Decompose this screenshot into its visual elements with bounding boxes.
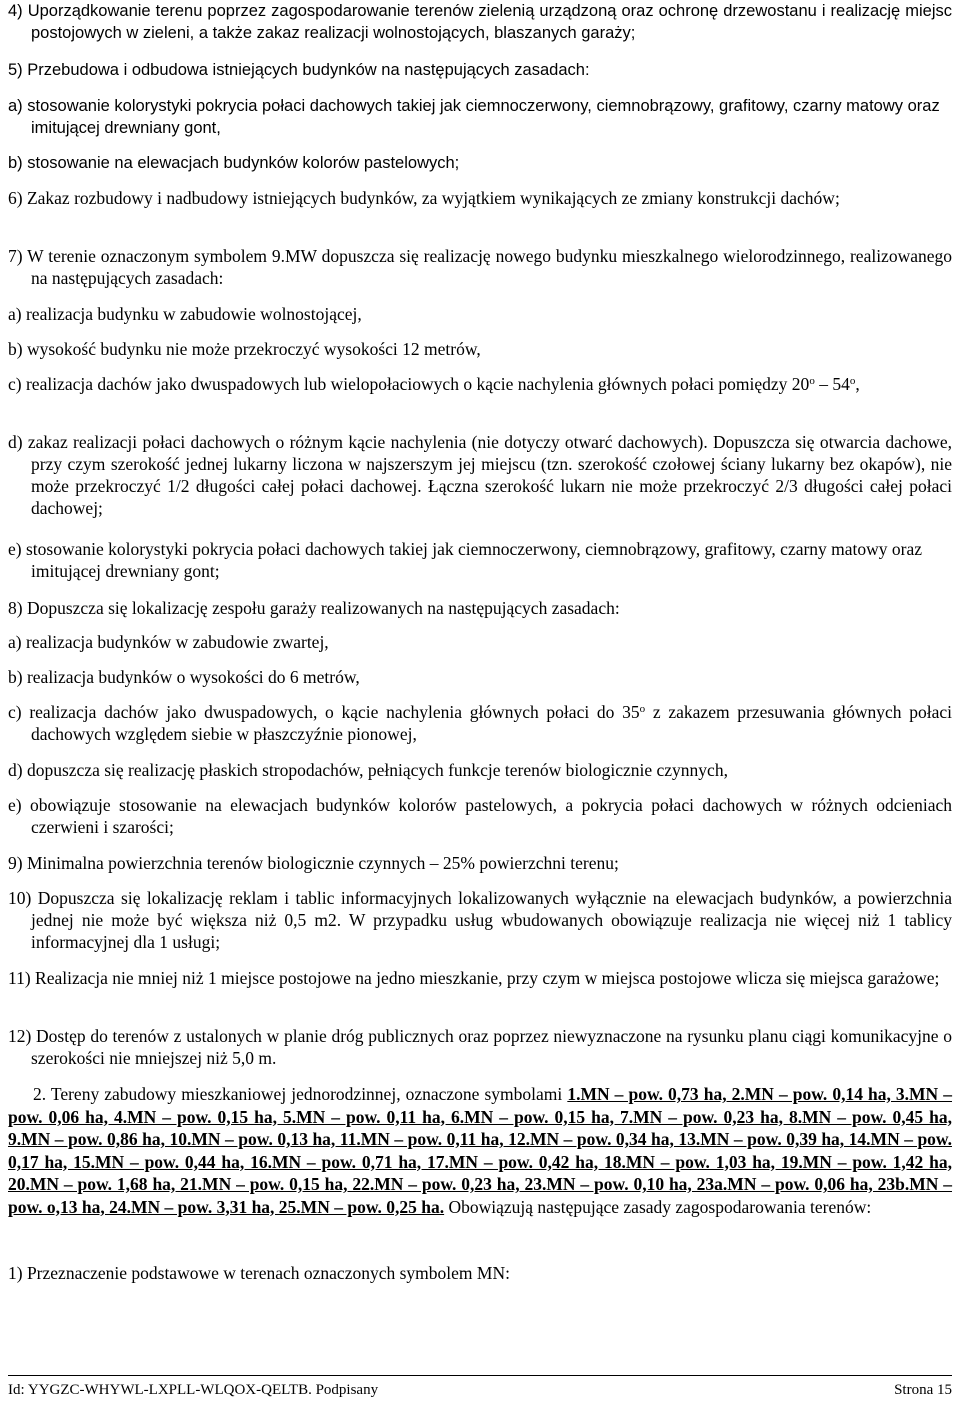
paragraph-8c-text: c) realizacja dachów jako dwuspadowych, o kącie nachylenia głównych połaci do 35: [8, 702, 640, 722]
section-2-area-list: 1.MN – pow. 0,73 ha, 2.MN – pow. 0,14 ha, 3.MN – pow. 0,06 ha, 4.MN – pow. 0,15 ha, 5.MN – pow. 0,11 ha, 6.MN – pow. 0,15 ha, 7.MN – pow. 0,23 ha, 8.MN – pow. 0,45 ha, 9.MN – pow. 0,86 ha, 10.MN – pow. 0,13 ha, 11.MN – pow. 0,11 ha, 12.MN – pow. 0,34 ha, 13.MN – pow. 0,39 ha, 14.MN – pow. 0,17 ha, 15.MN – pow. 0,44 ha, 16.MN – pow. 0,71 ha, 17.MN – pow. 0,42 ha, 18.MN – pow. 1,03 ha, 19.MN – pow. 1,42 ha, 20.MN – pow. 1,68 ha, 21.MN – pow. 0,15 ha, 22.MN – pow. 0,23 ha, 23.MN – pow. 0,10 ha, 23a.MN – pow. 0,06 ha, 23b.MN – pow. o,13 ha, 24.MN – pow. 3,31 ha, 25.MN – pow. 0,25 ha.: [8, 1084, 952, 1217]
paragraph-7a: a) realizacja budynku w zabudowie wolnostojącej,: [8, 304, 362, 324]
paragraph-11: 11) Realizacja nie mniej niż 1 miejsce postojowe na jedno mieszkanie, przy czym w miejsca postojowe wlicza się miejsca garażowe;: [8, 968, 940, 988]
paragraph-12: 12) Dostęp do terenów z ustalonych w planie dróg publicznych oraz poprzez niewyznaczone na rysunku planu ciągi komunikacyjne o szerokości nie mniejszej niż 5,0 m.: [8, 1026, 952, 1068]
paragraph-8a: a) realizacja budynków w zabudowie zwartej,: [8, 632, 329, 652]
paragraph-7d: d) zakaz realizacji połaci dachowych o różnym kącie nachylenia (nie dotyczy otwarć dachowych). Dopuszcza się otwarcia dachowe, przy czym szerokość jednej lukarny liczona w najszerszym jej miejscu (tzn. szerokość czołowej ściany lukarny bez okapów), nie może przekroczyć 1/2 długości całej połaci dachowej. Łączna szerokość lukarn nie może przekroczyć 2/3 długości całej połaci dachowej;: [8, 432, 952, 518]
footer-divider: [8, 1375, 952, 1376]
footer-page-number: Strona 15: [894, 1382, 952, 1398]
degree-symbol: o: [809, 375, 815, 387]
paragraph-7c: [8, 373, 952, 395]
section-2-outro: Obowiązują następujące zasady zagospodarowania terenów:: [444, 1196, 872, 1217]
paragraph-8e: e) obowiązuje stosowanie na elewacjach budynków kolorów pastelowych, a pokrycia połaci dachowych w różnych odcieniach czerwieni i szarości;: [8, 795, 952, 837]
paragraph-8c-end: z zakazem przesuwania głównych połaci dachowych względem siebie w płaszczyźnie pionowej,: [31, 702, 952, 744]
section-2: [8, 1083, 952, 1218]
degree-symbol: o: [849, 375, 856, 387]
paragraph-8c: [8, 701, 952, 745]
paragraph-8b: b) realizacja budynków o wysokości do 6 metrów,: [8, 667, 360, 687]
footer-document-id: Id: YYGZC-WHYWL-LXPLL-WLQOX-QELTB. Podpisany: [8, 1382, 379, 1398]
paragraph-9: 9) Minimalna powierzchnia terenów biologicznie czynnych – 25% powierzchni terenu;: [8, 853, 619, 873]
paragraph-4: 4) Uporządkowanie terenu poprzez zagospodarowanie terenów zielenią urządzoną oraz ochronę drzewostanu i realizację miejsc postojowych w zieleni, a także zakaz realizacji wolnostojących, blaszanych garaży;: [8, 2, 952, 42]
paragraph-6: 6) Zakaz rozbudowy i nadbudowy istniejących budynków, za wyjątkiem wynikających ze zmiany konstrukcji dachów;: [8, 188, 840, 208]
paragraph-7c-end: ,: [855, 374, 860, 394]
paragraph-7c-text: c) realizacja dachów jako dwuspadowych lub wielopołaciowych o kącie nachylenia głównych połaci pomiędzy 20: [8, 374, 810, 394]
paragraph-10: 10) Dopuszcza się lokalizację reklam i tablic informacyjnych lokalizowanych wyłącznie na elewacjach budynków, a powierzchnia jednej nie może być większa niż 0,5 m2. W przypadku usług wbudowanych obowiązuje realizacja nie więcej niż 1 tablicy informacyjnej dla 1 usługi;: [8, 888, 952, 952]
paragraph-7c-mid: – 54: [814, 374, 850, 394]
paragraph-5: 5) Przebudowa i odbudowa istniejących budynków na następujących zasadach:: [8, 61, 590, 79]
degree-symbol: o: [639, 703, 646, 715]
paragraph-8d: d) dopuszcza się realizację płaskich stropodachów, pełniących funkcje terenów biologicznie czynnych,: [8, 760, 728, 780]
paragraph-7b: b) wysokość budynku nie może przekroczyć wysokości 12 metrów,: [8, 339, 481, 359]
paragraph-5a: a) stosowanie kolorystyki pokrycia połaci dachowych takiej jak ciemnoczerwony, ciemnobrązowy, grafitowy, czarny matowy oraz imitującej drewniany gont,: [8, 97, 940, 137]
paragraph-5b: b) stosowanie na elewacjach budynków kolorów pastelowych;: [8, 154, 460, 172]
section-2-item-1: 1) Przeznaczenie podstawowe w terenach oznaczonych symbolem MN:: [8, 1263, 510, 1283]
paragraph-8: 8) Dopuszcza się lokalizację zespołu garaży realizowanych na następujących zasadach:: [8, 598, 620, 618]
paragraph-7: 7) W terenie oznaczonym symbolem 9.MW dopuszcza się realizację nowego budynku mieszkalnego wielorodzinnego, realizowanego na następujących zasadach:: [8, 246, 952, 288]
paragraph-7e: e) stosowanie kolorystyki pokrycia połaci dachowych takiej jak ciemnoczerwony, ciemnobrązowy, grafitowy, czarny matowy oraz imitującej drewniany gont;: [8, 539, 923, 581]
section-2-intro: 2. Tereny zabudowy mieszkaniowej jednorodzinnej, oznaczone symbolami: [33, 1084, 568, 1104]
